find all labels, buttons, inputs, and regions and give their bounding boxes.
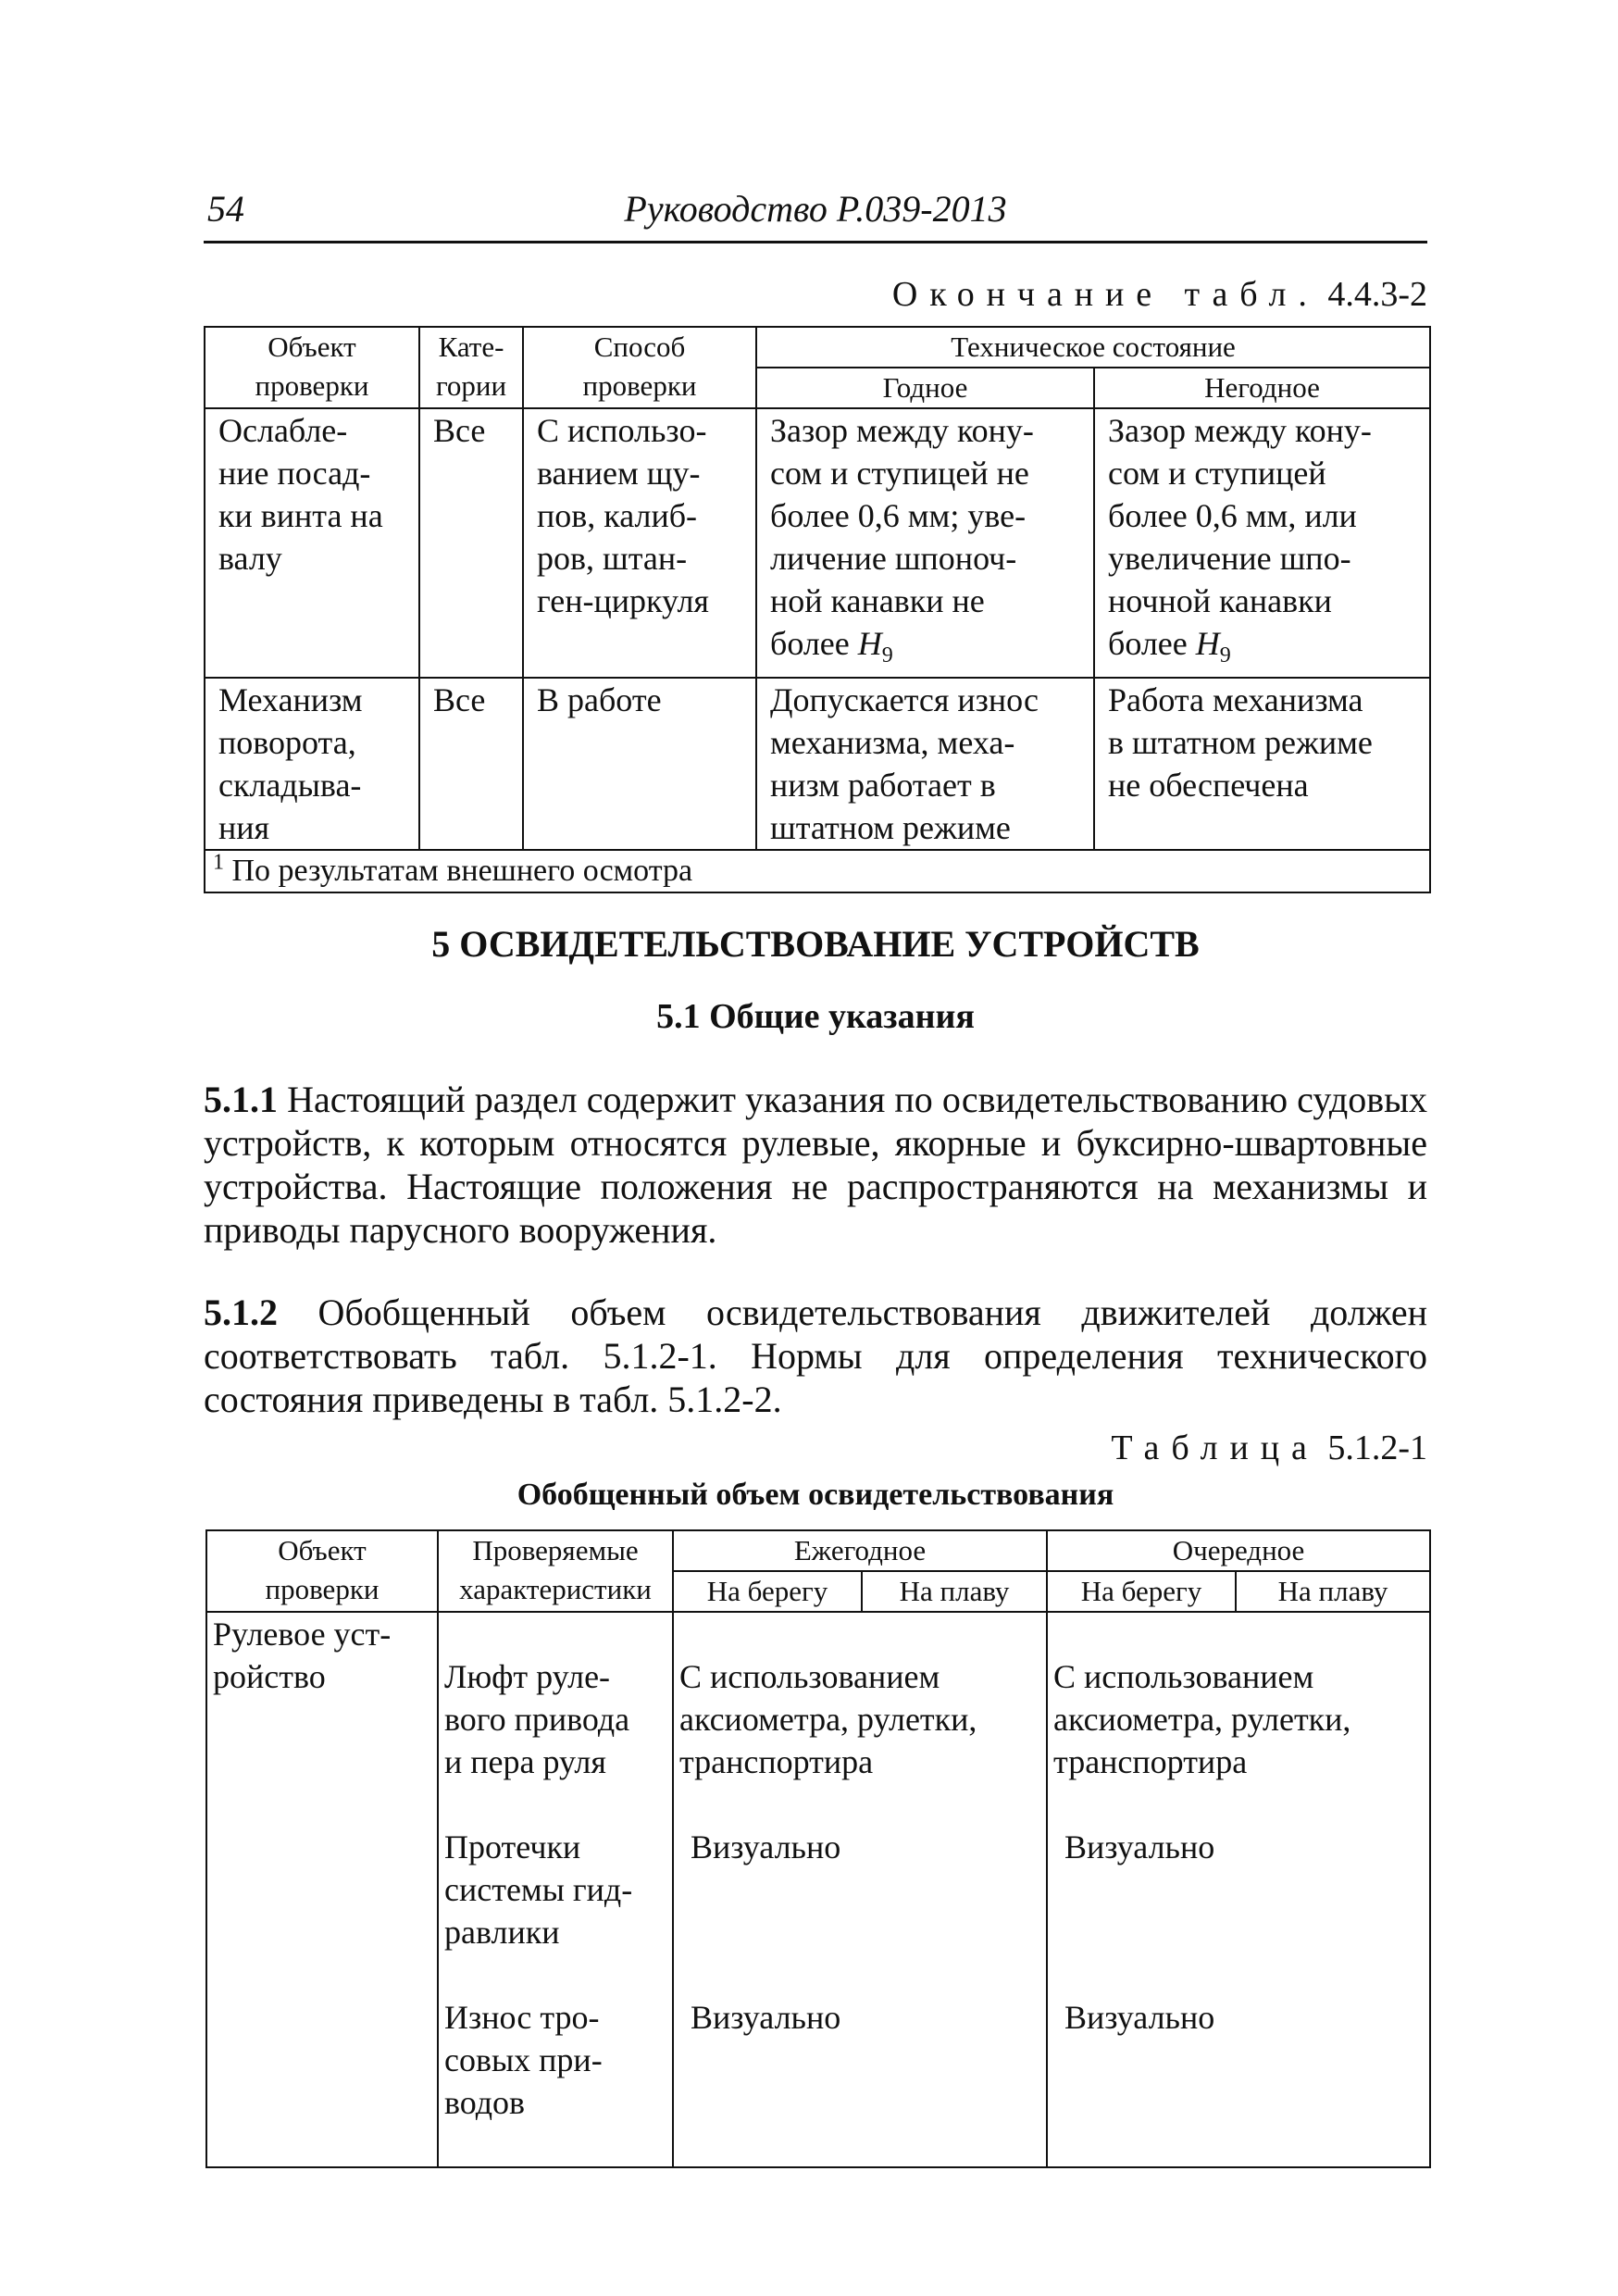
- paragraph-text: Обобщенный объем освидетельствования движителей должен соответствовать табл. 5.1.2-1. Нормы для определения технического состояния приведены в табл. 5.1.2-2.: [204, 1292, 1427, 1420]
- paragraph-5-1-2: [204, 1291, 1427, 1421]
- running-title: Руководство Р.039-2013: [624, 188, 1007, 230]
- table-row: [205, 408, 1430, 678]
- cell-method: С использо- ванием щу- пов, калиб- ров, штан- ген-циркуля: [523, 408, 756, 678]
- cell-bad: Работа механизма в штатном режиме не обеспечена: [1094, 678, 1430, 850]
- running-header: [204, 183, 1427, 243]
- periodic-method: С использованием аксиометра, рулетки, транспортира: [1053, 1658, 1351, 1780]
- cell-good-text: Зазор между кону- сом и ступицей не более 0,6 мм; уве- личение шпоноч- ной канавки не более: [770, 412, 1034, 662]
- header-annual-afloat: На плаву: [862, 1571, 1047, 1612]
- header-method: Способ проверки: [523, 327, 756, 408]
- table-footnote: [205, 850, 1430, 892]
- table-caption: [1111, 1428, 1427, 1468]
- tolerance-symbol: H: [857, 625, 882, 662]
- header-object: Объект проверки: [206, 1530, 438, 1612]
- table-caption-number: 5.1.2-1: [1327, 1429, 1427, 1467]
- annual-method: Визуально: [691, 1999, 841, 2036]
- inspection-criteria-table: [204, 326, 1431, 893]
- header-good: Годное: [756, 368, 1094, 408]
- cell-bad: [1094, 408, 1430, 678]
- header-annual-ashore: На берегу: [673, 1571, 862, 1612]
- table-footnote-row: [205, 850, 1430, 892]
- header-annual: Ежегодное: [673, 1530, 1047, 1571]
- page-number: 54: [207, 188, 244, 230]
- table-row: [205, 678, 1430, 850]
- characteristic: Износ тро- совых при- водов: [444, 1999, 603, 2121]
- table-header-row: [206, 1530, 1430, 1571]
- characteristic: Люфт руле- вого привода и пера руля: [444, 1658, 630, 1780]
- survey-scope-table: [205, 1529, 1431, 2168]
- table-continuation-number: 4.4.3-2: [1327, 275, 1427, 314]
- table-caption-word: Таблица: [1111, 1429, 1319, 1467]
- header-tech-state: Техническое состояние: [756, 327, 1430, 368]
- table-continuation-caption: [892, 274, 1427, 315]
- table-continuation-word: Окончание табл.: [891, 275, 1319, 314]
- cell-object: Механизм поворота, складыва- ния: [205, 678, 419, 850]
- header-periodic-ashore: На берегу: [1047, 1571, 1236, 1612]
- footnote-mark: 1: [213, 850, 224, 875]
- tolerance-subscript: 9: [881, 643, 893, 668]
- footnote-text: По результатам внешнего осмотра: [224, 854, 693, 889]
- cell-periodic: [1047, 1612, 1430, 2167]
- tolerance-subscript: 9: [1219, 643, 1231, 668]
- annual-method: Визуально: [691, 1828, 841, 1866]
- cell-annual: [673, 1612, 1047, 2167]
- tolerance-symbol: H: [1195, 625, 1220, 662]
- header-periodic: Очередное: [1047, 1530, 1430, 1571]
- header-bad: Негодное: [1094, 368, 1430, 408]
- subsection-title: 5.1 Общие указания: [656, 997, 975, 1036]
- cell-category: Все: [419, 408, 523, 678]
- header-category: Кате- гории: [419, 327, 523, 408]
- periodic-method: Визуально: [1064, 1828, 1215, 1866]
- header-characteristics: Проверяемые характеристики: [438, 1530, 673, 1612]
- cell-object: Ослабле- ние посад- ки винта на валу: [205, 408, 419, 678]
- table-header-row: [205, 327, 1430, 368]
- header-object: Объект проверки: [205, 327, 419, 408]
- paragraph-number: 5.1.1: [204, 1079, 278, 1120]
- cell-category: Все: [419, 678, 523, 850]
- cell-good: Допускается износ механизма, меха- низм работает в штатном режиме: [756, 678, 1094, 850]
- header-periodic-afloat: На плаву: [1236, 1571, 1430, 1612]
- cell-method: В работе: [523, 678, 756, 850]
- cell-good: [756, 408, 1094, 678]
- cell-characteristics: [438, 1612, 673, 2167]
- paragraph-5-1-1: [204, 1078, 1427, 1252]
- table-row: [206, 1612, 1430, 2167]
- table-title: Обобщенный объем освидетельствования: [517, 1478, 1114, 1512]
- characteristic: Протечки системы гид- равлики: [444, 1828, 633, 1951]
- cell-bad-text: Зазор между кону- сом и ступицей более 0,6 мм, или увеличение шпо- ночной канавки более: [1108, 412, 1372, 662]
- section-title: 5 ОСВИДЕТЕЛЬСТВОВАНИЕ УСТРОЙСТВ: [431, 923, 1200, 965]
- paragraph-text: Настоящий раздел содержит указания по освидетельствованию судовых устройств, к которым относятся рулевые, якорные и буксирно-швартовные устройства. Настоящие положения не распространяются на механизмы и приводы парусного вооружения.: [204, 1079, 1427, 1251]
- cell-object: Рулевое уст- ройство: [206, 1612, 438, 2167]
- periodic-method: Визуально: [1064, 1999, 1215, 2036]
- annual-method: С использованием аксиометра, рулетки, транспортира: [679, 1658, 977, 1780]
- paragraph-number: 5.1.2: [204, 1292, 278, 1333]
